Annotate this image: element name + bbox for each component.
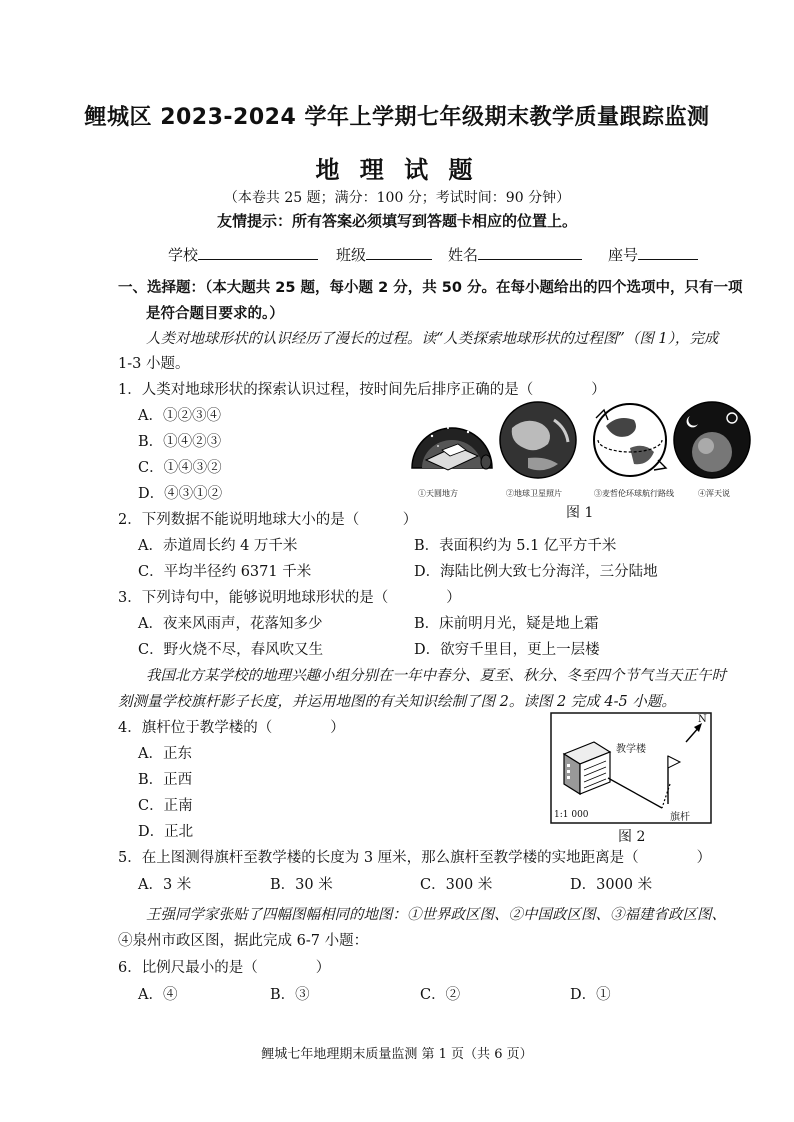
class-blank [366, 245, 432, 260]
figure2-flag-label: 旗杆 [670, 812, 690, 823]
q3-stem: 3．下列诗句中，能够说明地球形状的是（ ） [118, 590, 461, 606]
magellan-route-globe-image [594, 404, 666, 476]
q5-option-d: D．3000 米 [570, 877, 653, 893]
class-field [336, 244, 432, 265]
figure2-building-label: 教学楼 [616, 744, 646, 755]
intro2-line2: 刻测量学校旗杆影子长度，并运用地图的有关知识绘制了图 2。读图 2 完成 4-5 小题。 [118, 694, 676, 710]
q1-option-d: D．④③①② [138, 486, 223, 502]
q6-stem: 6．比例尺最小的是（ ） [118, 960, 331, 976]
q2-option-a: A．赤道周长约 4 万千米 [138, 538, 298, 554]
figure1-caption-2: ②地球卫星照片 [506, 489, 562, 498]
figure2-label: 图 2 [618, 829, 646, 845]
q2-option-d: D．海陆比例大致七分海洋，三分陆地 [414, 564, 658, 580]
q1-option-c: C．①④③② [138, 460, 222, 476]
figure2-scale-label: 1:1 000 [554, 810, 589, 820]
sky-dome-image [412, 427, 492, 470]
figure1-caption-4: ④浑天说 [698, 489, 730, 498]
school-label: 学校 [168, 246, 199, 264]
intro2-line1: 我国北方某学校的地理兴趣小组分别在一年中春分、夏至、秋分、冬至四个节气当天正午时 [146, 668, 726, 684]
q5-option-b: B．30 米 [270, 877, 333, 893]
q6-option-a: A．④ [138, 987, 178, 1003]
q3-option-d: D．欲穷千里目，更上一层楼 [414, 642, 600, 658]
q1-stem: 1．人类对地球形状的探索认识过程，按时间先后排序正确的是（ ） [118, 382, 606, 398]
intro3-line1: 王强同学家张贴了四幅图幅相同的地图：①世界政区图、②中国政区图、③福建省政区图、 [146, 907, 726, 923]
name-label: 姓名 [448, 246, 479, 264]
class-label: 班级 [336, 246, 367, 264]
seat-field [608, 244, 698, 265]
q3-option-c: C．野火烧不尽，春风吹又生 [138, 642, 324, 658]
q5-option-a: A．3 米 [138, 877, 192, 893]
q6-option-b: B．③ [270, 987, 310, 1003]
name-field [448, 244, 582, 265]
satellite-earth-image [500, 402, 576, 478]
exam-tip: 友情提示：所有答案必须填写到答题卡相应的位置上。 [216, 212, 577, 230]
q4-option-a: A．正东 [138, 746, 192, 762]
q4-option-c: C．正南 [138, 798, 193, 814]
intro1-line2: 1-3 小题。 [118, 356, 190, 372]
q4-option-d: D．正北 [138, 824, 194, 840]
q5-stem: 5．在上图测得旗杆至教学楼的长度为 3 厘米，那么旗杆至教学楼的实地距离是（ ） [118, 850, 712, 866]
figure1-label: 图 1 [566, 505, 594, 521]
q3-option-b: B．床前明月光，疑是地上霜 [414, 616, 599, 632]
exam-note: （本卷共 25 题；满分：100 分；考试时间：90 分钟） [223, 190, 571, 206]
seat-blank [638, 245, 698, 260]
q2-stem: 2．下列数据不能说明地球大小的是（ ） [118, 512, 418, 528]
q2-option-c: C．平均半径约 6371 千米 [138, 564, 312, 580]
name-blank [478, 245, 582, 260]
school-blank [198, 245, 318, 260]
q6-option-d: D．① [570, 987, 611, 1003]
figure1-caption-3: ③麦哲伦环球航行路线 [594, 489, 674, 498]
school-field [168, 244, 318, 265]
exam-subtitle: 地 理 试 题 [315, 156, 479, 184]
q5-option-c: C．300 米 [420, 877, 493, 893]
q1-option-a: A．①②③④ [138, 408, 221, 424]
section1-heading-2: 是符合题目要求的。） [146, 306, 284, 322]
q4-stem: 4．旗杆位于教学楼的（ ） [118, 720, 345, 736]
page-footer: 鲤城七年地理期末质量监测 第 1 页（共 6 页） [261, 1047, 533, 1062]
q4-option-b: B．正西 [138, 772, 193, 788]
q2-option-b: B．表面积约为 5.1 亿平方千米 [414, 538, 617, 554]
section1-heading: 一、选择题：（本大题共 25 题，每小题 2 分，共 50 分。在每小题给出的四个选项中，只有一项 [118, 280, 743, 296]
exam-title: 鲤城区 2023-2024 学年上学期七年级期末教学质量跟踪监测 [84, 105, 710, 130]
celestial-sphere-image [674, 402, 750, 478]
q3-option-a: A．夜来风雨声，花落知多少 [138, 616, 323, 632]
q1-option-b: B．①④②③ [138, 434, 222, 450]
figure2-north-label: N [698, 714, 707, 725]
seat-label: 座号 [608, 246, 639, 264]
intro1-line1: 人类对地球形状的认识经历了漫长的过程。读“人类探索地球形状的过程图”（图 1），完成 [146, 331, 719, 347]
q6-option-c: C．② [420, 987, 461, 1003]
figure1-caption-1: ①天圆地方 [418, 489, 458, 498]
figure1-illustration [408, 398, 752, 484]
intro3-line2: ④泉州市政区图，据此完成 6-7 小题： [118, 933, 369, 949]
